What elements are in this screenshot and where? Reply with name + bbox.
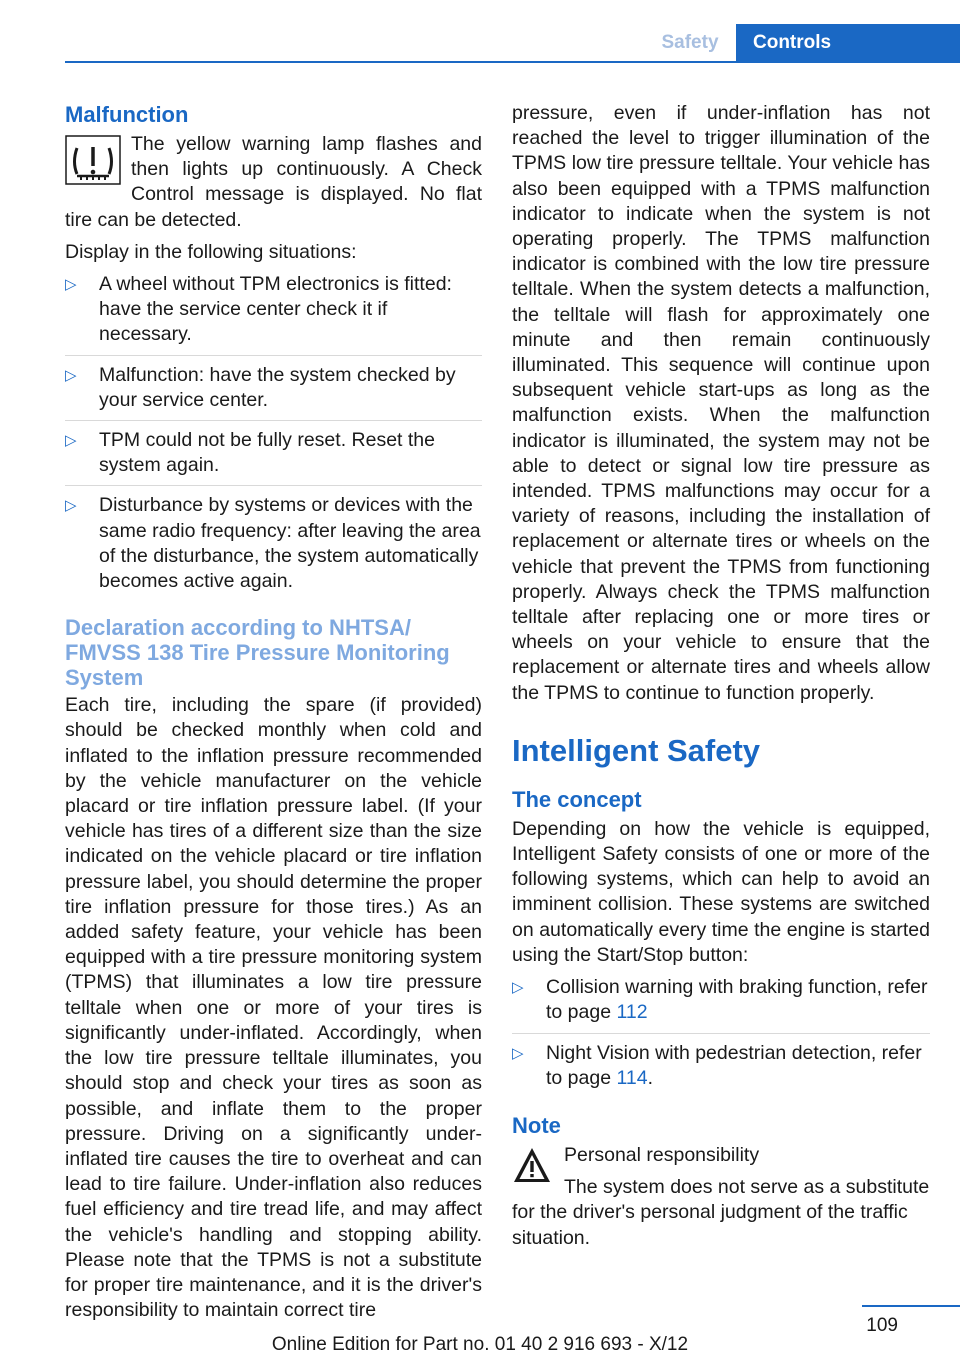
- list-item: ▷ Collision warning with braking function, refer to page 112: [512, 975, 930, 1033]
- header-section-label[interactable]: Safety: [661, 32, 719, 53]
- list-item: ▷ TPM could not be fully reset. Reset the system again.: [65, 428, 482, 486]
- page-header: [0, 0, 960, 62]
- list-item: ▷ Disturbance by systems or devices with the same radio frequency: after leaving the area of the disturbance, the system automatically becomes active again.: [65, 494, 481, 593]
- header-chapter-tab[interactable]: Controls: [736, 24, 960, 62]
- triangle-bullet-icon: ▷: [512, 1044, 524, 1062]
- page-link-112[interactable]: 112: [616, 1001, 648, 1024]
- footer-rule: [862, 1305, 960, 1307]
- warning-triangle-icon: [512, 1146, 552, 1184]
- tpms-warning-icon: [65, 135, 121, 185]
- concept-heading: The concept: [512, 786, 642, 812]
- note-block: [512, 1143, 930, 1251]
- malfunction-intro-text: The yellow warning lamp flashes and then lights up continuously. A Check Control message is displayed. No flat tire can be detected.: [65, 133, 482, 231]
- list-item: ▷ A wheel without TPM electronics is fitted: have the service center check it if necessary.: [65, 272, 482, 356]
- page-link-114[interactable]: 114: [616, 1066, 648, 1089]
- malfunction-intro: [65, 132, 482, 233]
- declaration-text-part2: pressure, even if under-inflation has not reached the level to trigger illumination of the TPMS low tire pressure telltale. Your vehicle has also been equipped with a TPMS malfunction indicator to indicate when the system is not operating properly. The TPMS malfunction indicator is combined with the low tire pressure telltale. When the system detects a malfunction, the telltale will flash for approximately one minute and then remain continuously illuminated. This sequence will continue upon subsequent vehicle start-ups as long as the malfunction exists. When the malfunction indicator is illuminated, the system may not be able to detect or signal low tire pressure as intended. TPMS malfunctions may occur for a variety of reasons, including the installation of replacement or alternate tires or wheels on the vehicle that prevent the TPMS from functioning properly. Always check the TPMS malfunction telltale after replacing one or more tires or wheels on your vehicle to ensure that the replacement or alternate tires and wheels allow the TPMS to continue to function properly.: [512, 102, 930, 704]
- note-heading: Note: [512, 1112, 561, 1138]
- right-column: [512, 101, 930, 1258]
- situations-intro: Display in the following situations:: [65, 240, 357, 263]
- triangle-bullet-icon: ▷: [65, 497, 77, 515]
- edition-footer: Online Edition for Part no. 01 40 2 916 693 - X/12: [271, 1334, 689, 1355]
- declaration-heading: Declaration according to NHTSA/ FMVSS 138 Tire Pressure Monitoring System: [65, 615, 450, 691]
- note-title: Personal responsibility: [564, 1143, 760, 1166]
- triangle-bullet-icon: ▷: [65, 432, 77, 450]
- declaration-text-part1: Each tire, including the spare (if provided) should be checked monthly when cold and inflated to the inflation pressure recommended by the vehicle manufacturer on the vehicle placard or tire inflation pressure label. (If your vehicle has tires of a different size than the size indicated on the vehicle placard or tire inflation pressure label, you should determine the proper tire inflation pressure for those tires.) As an added safety feature, your vehicle has been equipped with a tire pressure monitoring system (TPMS) that illuminates a low tire pressure telltale when one or more of your tires is significantly under-inflated. Accordingly, when the low tire pressure telltale illuminates, you should stop and check your tires as soon as possible, and inflate them to the proper pressure. Driving on a significantly under-inflated tire causes the tire to overheat and can lead to tire failure. Under-inflation also reduces fuel efficiency and tire tread life, and may affect the vehicle's handling and stopping ability. Please note that the TPMS is not a substitute for proper tire maintenance, and it is the driver's responsibility to maintain correct tire: [65, 694, 482, 1322]
- systems-list: [512, 975, 930, 1098]
- left-column: [65, 101, 482, 1330]
- triangle-bullet-icon: ▷: [65, 366, 77, 384]
- triangle-bullet-icon: ▷: [512, 979, 524, 997]
- page-number: 109: [866, 1315, 898, 1336]
- malfunction-heading: Malfunction: [65, 102, 189, 127]
- note-text: The system does not serve as a substitute for the driver's personal judgment of the traffic situation.: [512, 1176, 930, 1249]
- intelligent-safety-heading: Intelligent Safety: [512, 732, 761, 768]
- header-rule: [65, 61, 960, 63]
- situations-list: [65, 272, 482, 601]
- concept-text: Depending on how the vehicle is equipped, Intelligent Safety consists of one or more of the following systems, which can help to avoid an imminent collision. These systems are switched on automatically every time the engine is started using the Start/Stop button:: [512, 817, 930, 966]
- list-item: ▷ Night Vision with pedestrian detection, refer to page 114.: [512, 1041, 922, 1089]
- triangle-bullet-icon: ▷: [65, 276, 77, 294]
- list-item: ▷ Malfunction: have the system checked by your service center.: [65, 363, 482, 421]
